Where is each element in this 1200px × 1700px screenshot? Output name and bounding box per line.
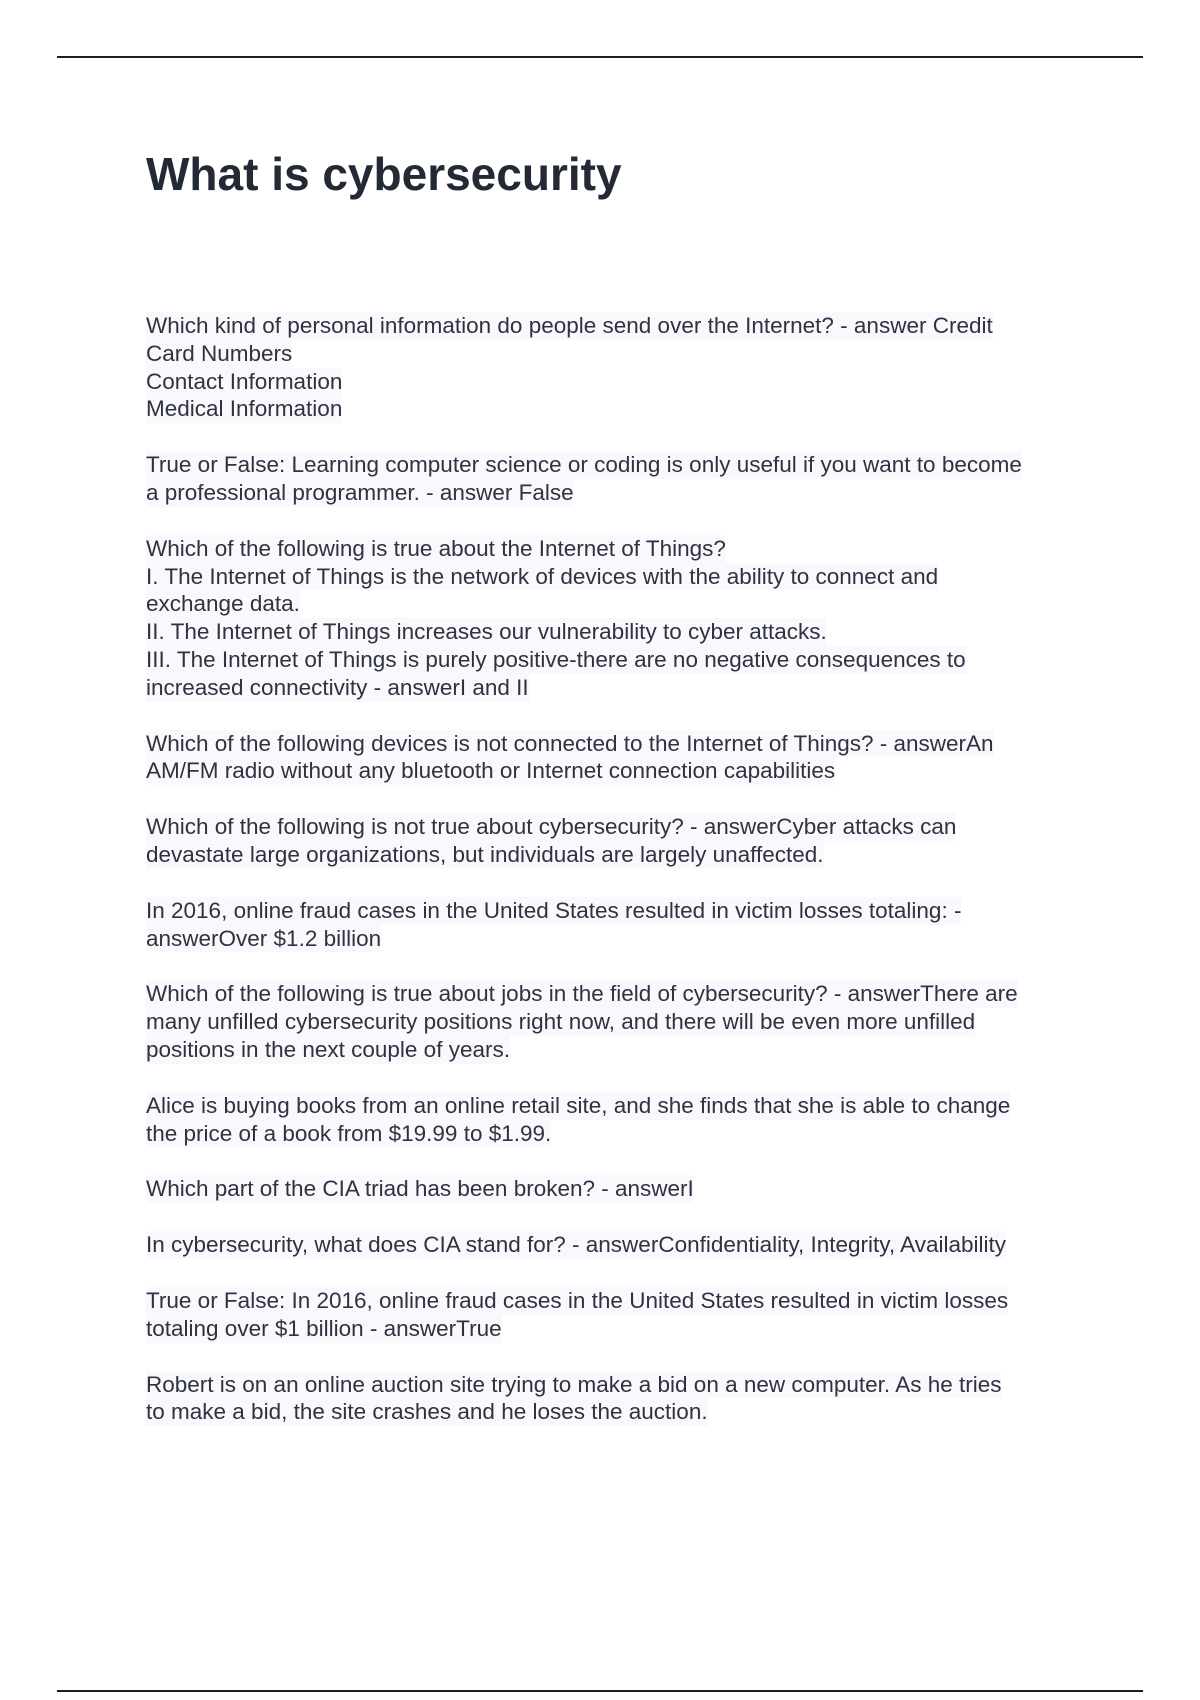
qa-item [146, 730, 1096, 786]
qa-text-line: III. The Internet of Things is purely positive-there are no negative consequences to [146, 646, 966, 672]
qa-item [146, 1175, 1096, 1203]
qa-text-line: Contact Information [146, 368, 343, 394]
qa-item [146, 451, 1096, 507]
qa-text-line: Which part of the CIA triad has been broken? - answerI [146, 1176, 694, 1202]
qa-item [146, 897, 1096, 953]
qa-item [146, 312, 1096, 423]
qa-text-line: to make a bid, the site crashes and he loses the auction. [146, 1399, 708, 1425]
qa-item [146, 813, 1096, 869]
qa-text-line: Which of the following devices is not connected to the Internet of Things? - answerAn [146, 730, 994, 756]
qa-item [146, 980, 1096, 1063]
qa-text-line: True or False: Learning computer science or coding is only useful if you want to become [146, 452, 1022, 478]
qa-item [146, 1092, 1096, 1148]
qa-text-line: Card Numbers [146, 340, 293, 366]
qa-item [146, 1287, 1096, 1343]
qa-text-line: a professional programmer. - answer False [146, 479, 574, 505]
qa-text-line: In 2016, online fraud cases in the United States resulted in victim losses totaling: - [146, 897, 962, 923]
qa-text-line: Which of the following is true about the Internet of Things? [146, 535, 726, 561]
qa-text-line: exchange data. [146, 591, 300, 617]
qa-text-line: positions in the next couple of years. [146, 1036, 510, 1062]
qa-text-line: Alice is buying books from an online retail site, and she finds that she is able to change [146, 1092, 1011, 1118]
qa-text-line: Robert is on an online auction site trying to make a bid on a new computer. As he tries [146, 1371, 1002, 1397]
bottom-divider [57, 1690, 1143, 1692]
qa-text-line: the price of a book from $19.99 to $1.99. [146, 1120, 552, 1146]
qa-text-line: Which of the following is true about jobs in the field of cybersecurity? - answerThere are [146, 981, 1018, 1007]
qa-text-line: answerOver $1.2 billion [146, 925, 382, 951]
qa-text-line: Which kind of personal information do people send over the Internet? - answer Credit [146, 313, 993, 338]
qa-item [146, 1231, 1096, 1259]
page-title: What is cybersecurity [146, 148, 622, 200]
qa-text-line: increased connectivity - answerI and II [146, 674, 529, 700]
qa-text-line: In cybersecurity, what does CIA stand for? - answerConfidentiality, Integrity, Availability [146, 1232, 1006, 1258]
qa-text-line: Medical Information [146, 396, 343, 422]
qa-text-line: Which of the following is not true about cybersecurity? - answerCyber attacks can [146, 814, 957, 840]
qa-text-line: devastate large organizations, but individuals are largely unaffected. [146, 841, 824, 867]
qa-text-line: II. The Internet of Things increases our vulnerability to cyber attacks. [146, 619, 827, 645]
qa-text-line: totaling over $1 billion - answerTrue [146, 1315, 502, 1341]
qa-item [146, 535, 1096, 702]
qa-text-line: AM/FM radio without any bluetooth or Internet connection capabilities [146, 758, 836, 784]
qa-list [146, 312, 1096, 1454]
qa-text-line: many unfilled cybersecurity positions right now, and there will be even more unfilled [146, 1009, 976, 1035]
top-divider [57, 56, 1143, 58]
qa-text-line: I. The Internet of Things is the network of devices with the ability to connect and [146, 563, 939, 589]
qa-item [146, 1371, 1096, 1427]
qa-text-line: True or False: In 2016, online fraud cases in the United States resulted in victim losses [146, 1287, 1009, 1313]
